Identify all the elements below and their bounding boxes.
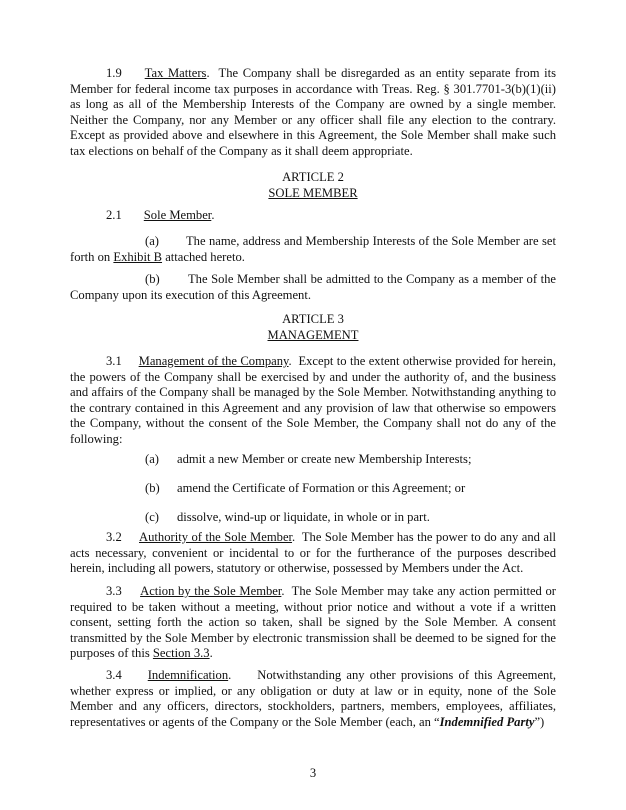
section-text: The Sole Member has the power to do any and all acts necessary, convenient or incidental to or for the furtherance of the purposes described herein, including all powers, statutory or otherwise, possessed by Members under the Act. xyxy=(70,530,556,576)
section-text: Except to the extent otherwise provided for herein, the powers of the Company shall be exercised by and under the authority of, and the business and affairs of the Company shall be managed by the Sole Member. Notwithstanding anything to the contrary contained in this Agreement and any provision of law that otherwise so empowers the Company, without the consent of the Sole Member, the Company shall not do any of the following: xyxy=(70,354,557,446)
item-label: (c) xyxy=(145,510,159,524)
close-quote: ”) xyxy=(534,714,545,729)
article-label: ARTICLE 3 xyxy=(282,312,344,326)
section-number: 1.9 xyxy=(106,66,122,80)
section-text: The Sole Member may take any action permitted or required to be taken without a meeting, without prior notice and without a vote if a written consent, setting forth the action so taken, shall be signed by the Sole Member. A consent transmitted by the Sole Member by electronic transmission shall be deemed to be signed for the purposes of this xyxy=(70,584,556,661)
clause-text: The name, address and Membership Interests of the Sole Member are set forth on xyxy=(70,234,556,264)
section-2-1: 2.1 Sole Member. xyxy=(106,208,215,222)
article-label: ARTICLE 2 xyxy=(282,170,344,184)
section-3-2: 3.2 Authority of the Sole Member. The Sole Member has the power to do any and all acts necessary, convenient or incidental to or for the furtherance of the purposes described herein, including all powers, statutory or otherwise, possessed by Members under the Act. xyxy=(70,530,556,576)
item-text: admit a new Member or create new Membership Interests; xyxy=(177,452,472,466)
section-text: Notwithstanding any other provisions of this Agreement, whether express or implied, or any obligation or duty at law or in equity, none of the Sole Member and any officers, directors, stockholders, partners, members, employees, affiliates, representatives or agents of the Company or the Sole Member (each, an “ xyxy=(70,668,556,729)
article-title: SOLE MEMBER xyxy=(268,185,358,200)
section-2-1-a xyxy=(70,234,556,265)
item-text: dissolve, wind-up or liquidate, in whole or in part. xyxy=(177,510,430,524)
list-item xyxy=(145,510,556,526)
clause-text: The Sole Member shall be admitted to the Company as a member of the Company upon its execution of this Agreement. xyxy=(70,272,556,302)
section-3-3: 3.3 Action by the Sole Member. The Sole Member may take any action permitted or required to be taken without a meeting, without prior notice and without a vote if a written consent, setting forth the action so taken, shall be signed by the Sole Member. A consent transmitted by the Sole Member by electronic transmission shall be deemed to be signed for the purposes of this Section 3.3. xyxy=(70,584,556,661)
exhibit-b-link[interactable]: Exhibit B xyxy=(113,249,163,264)
section-1-9: 1.9 Tax Matters. The Company shall be disregarded as an entity separate from its Member for federal income tax purposes in accordance with Treas. Reg. § 301.7701-3(b)(1)(ii) as long as all of the Membership Interests of the Company are owned by a single member. Neither the Company, nor any Member or any officer shall file any election to the contrary. Except as provided above and elsewhere in this Agreement, the Sole Member shall make such tax elections on behalf of the Company as it shall deem appropriate. xyxy=(70,66,557,158)
clause-label: (b) xyxy=(145,272,160,286)
article-2-heading xyxy=(70,170,556,201)
section-heading: Authority of the Sole Member xyxy=(139,530,293,544)
section-number: 3.1 xyxy=(106,354,122,368)
list-item xyxy=(145,481,556,497)
clause-text-end: attached hereto. xyxy=(165,249,245,264)
section-number: 3.2 xyxy=(106,530,122,544)
section-3-4: 3.4 Indemnification. Notwithstanding any other provisions of this Agreement, whether express or implied, or any obligation or duty at law or in equity, none of the Sole Member and any officers, directors, stockholders, partners, members, employees, affiliates, representatives or agents of the Company or the Sole Member (each, an “Indemnified Party”) xyxy=(70,668,556,729)
list-item xyxy=(145,452,556,468)
section-text: The Company shall be disregarded as an entity separate from its Member for federal income tax purposes in accordance with Treas. Reg. § 301.7701-3(b)(1)(ii) as long as all of the Membership Interests of the Company are owned by a single member. Neither the Company, nor any Member or any officer shall file any election to the contrary. Except as provided above and elsewhere in this Agreement, the Sole Member shall make such tax elections on behalf of the Company as it shall deem appropriate. xyxy=(70,66,557,158)
item-label: (b) xyxy=(145,481,160,495)
section-number: 3.4 xyxy=(106,668,122,682)
section-2-1-b xyxy=(70,272,556,303)
clause-label: (a) xyxy=(145,234,159,248)
defined-term: Indemnified Party xyxy=(439,714,535,729)
section-3-1: 3.1 Management of the Company. Except to the extent otherwise provided for herein, the powers of the Company shall be exercised by and under the authority of, and the business and affairs of the Company shall be managed by the Sole Member. Notwithstanding anything to the contrary contained in this Agreement and any provision of law that otherwise so empowers the Company, without the consent of the Sole Member, the Company shall not do any of the following: xyxy=(70,354,557,446)
section-heading: Tax Matters xyxy=(144,66,207,80)
page-number: 3 xyxy=(309,766,317,780)
section-heading: Indemnification xyxy=(147,668,229,682)
section-heading: Management of the Company xyxy=(138,354,289,368)
section-number: 3.3 xyxy=(106,584,122,598)
article-title: MANAGEMENT xyxy=(267,327,359,342)
sentence-end: . xyxy=(209,646,213,661)
article-3-heading xyxy=(70,312,556,343)
section-3-3-link[interactable]: Section 3.3 xyxy=(152,646,210,661)
section-heading: Action by the Sole Member xyxy=(140,584,282,598)
item-label: (a) xyxy=(145,452,159,466)
item-text: amend the Certificate of Formation or this Agreement; or xyxy=(177,481,466,495)
section-number: 2.1 xyxy=(106,208,122,222)
section-heading: Sole Member xyxy=(143,208,212,222)
